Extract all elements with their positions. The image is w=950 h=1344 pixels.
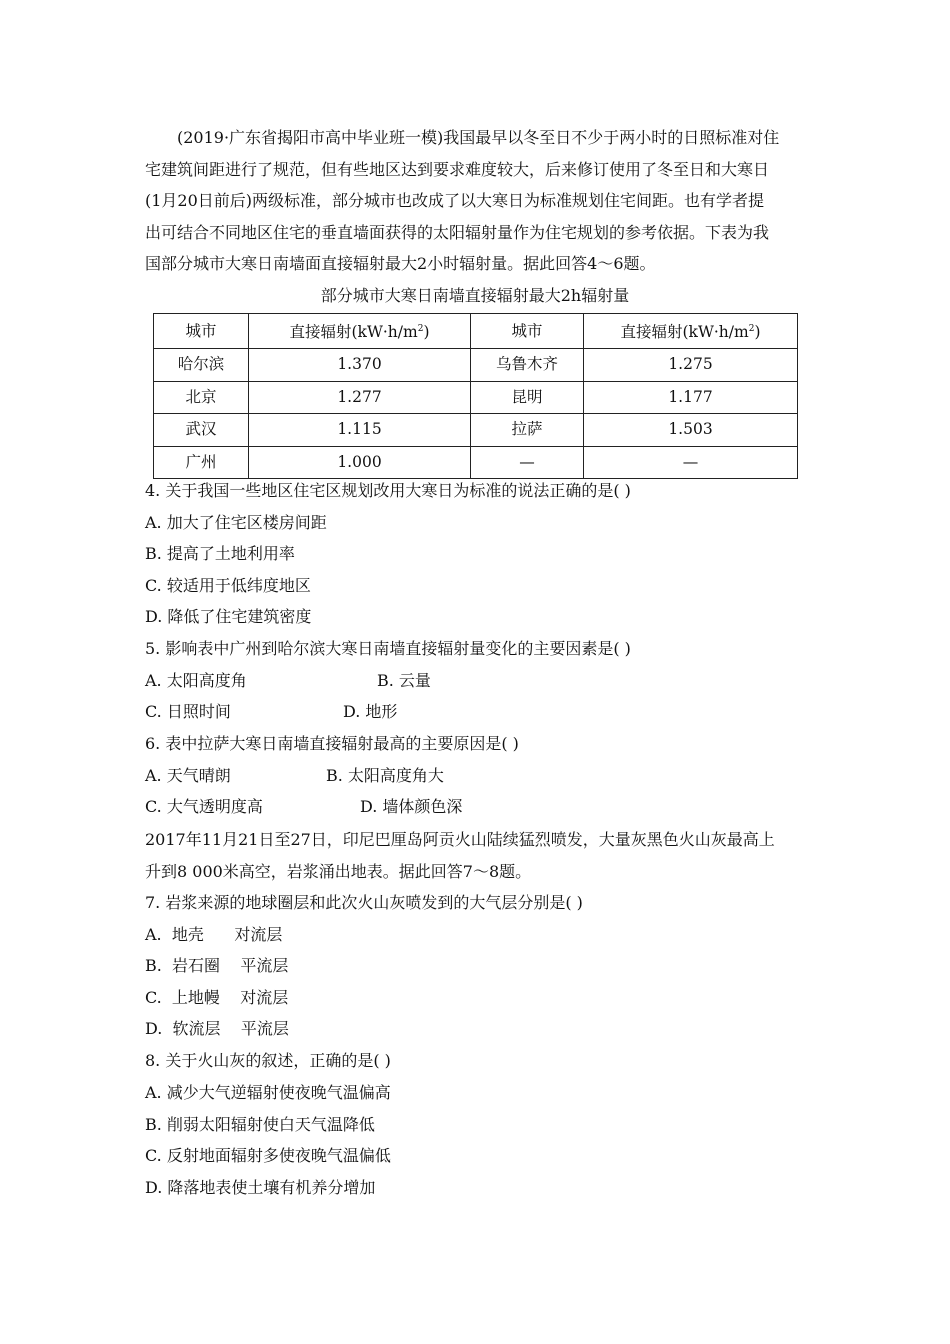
intro-line: (1月20日前后)两级标准，部分城市也改成了以大寒日为标准规划住宅间距。也有学者提 [145, 191, 765, 211]
question-7-option-b[interactable]: B. 岩石圈 平流层 [145, 956, 289, 975]
question-6-stem: 6. 表中拉萨大寒日南墙直接辐射最高的主要原因是( ) [145, 734, 519, 753]
intro-line: 宅建筑间距进行了规范，但有些地区达到要求难度较大，后来修订使用了冬至日和大寒日 [145, 159, 770, 179]
header-radiation: 直接辐射$(kW\cdot h/m^2)$ [249, 314, 471, 349]
question-5-option-c[interactable]: C. 日照时间 [145, 702, 231, 721]
question-4-option-b[interactable]: B. 提高了土地利用率 [145, 544, 295, 563]
header-radiation: 直接辐射$(kW\cdot h/m^2)$ [584, 314, 798, 349]
header-city: 城市 [154, 314, 249, 349]
question-6-option-c[interactable]: C. 大气透明度高 [145, 797, 263, 816]
table-header-row [154, 314, 798, 349]
table-cell: — [471, 446, 584, 479]
table-row [154, 446, 798, 479]
intro-line: 国部分城市大寒日南墙面直接辐射最大2小时辐射量。据此回答4～6题。 [145, 254, 656, 274]
table-cell: — [584, 446, 798, 479]
header-city: 城市 [471, 314, 584, 349]
question-4-option-a[interactable]: A. 加大了住宅区楼房间距 [145, 513, 327, 532]
table-cell: 1.275 [584, 349, 798, 382]
question-5-stem: 5. 影响表中广州到哈尔滨大寒日南墙直接辐射量变化的主要因素是( ) [145, 639, 631, 658]
table-cell: 1.503 [584, 414, 798, 447]
question-7-option-a[interactable]: A. 地壳 对流层 [145, 925, 283, 944]
table-cell: 武汉 [154, 414, 249, 447]
intro2-paragraph [145, 824, 807, 887]
question-6-option-d[interactable]: D. 墙体颜色深 [360, 797, 463, 816]
question-4-stem: 4. 关于我国一些地区住宅区规划改用大寒日为标准的说法正确的是( ) [145, 481, 631, 500]
table-cell: 1.177 [584, 381, 798, 414]
intro-line: (2019·广东省揭阳市高中毕业班一模)我国最早以冬至日不少于两小时的日照标准对住 [177, 128, 780, 147]
question-5-option-a[interactable]: A. 太阳高度角 [145, 671, 247, 690]
table-cell: 1.115 [249, 414, 471, 447]
question-4-option-c[interactable]: C. 较适用于低纬度地区 [145, 576, 311, 595]
question-4-option-d[interactable]: D. 降低了住宅建筑密度 [145, 607, 312, 626]
question-5-option-b[interactable]: B. 云量 [377, 671, 431, 690]
intro-paragraph [145, 122, 807, 280]
table-cell: 昆明 [471, 381, 584, 414]
table-cell: 北京 [154, 381, 249, 414]
table-cell: 广州 [154, 446, 249, 479]
radiation-table [153, 313, 798, 479]
question-7-option-c[interactable]: C. 上地幔 对流层 [145, 988, 289, 1007]
table-cell: 1.277 [249, 381, 471, 414]
table-row [154, 414, 798, 447]
table-row [154, 349, 798, 382]
question-7-stem: 7. 岩浆来源的地球圈层和此次火山灰喷发到的大气层分别是( ) [145, 893, 583, 912]
question-8-option-c[interactable]: C. 反射地面辐射多使夜晚气温偏低 [145, 1146, 391, 1165]
question-7-option-d[interactable]: D. 软流层 平流层 [145, 1019, 289, 1038]
question-5-option-d[interactable]: D. 地形 [343, 702, 398, 721]
table-row [154, 381, 798, 414]
question-6-option-b[interactable]: B. 太阳高度角大 [326, 766, 444, 785]
question-8-option-d[interactable]: D. 降落地表使土壤有机养分增加 [145, 1178, 376, 1197]
intro-line: 出可结合不同地区住宅的垂直墙面获得的太阳辐射量作为住宅规划的参考依据。下表为我 [145, 222, 770, 242]
table-cell: 哈尔滨 [154, 349, 249, 382]
question-8-option-b[interactable]: B. 削弱太阳辐射使白天气温降低 [145, 1115, 375, 1134]
question-8-stem: 8. 关于火山灰的叙述，正确的是( ) [145, 1051, 391, 1070]
question-6-option-a[interactable]: A. 天气晴朗 [145, 766, 231, 785]
table-cell: 乌鲁木齐 [471, 349, 584, 382]
intro2-line: 2017年11月21日至27日，印尼巴厘岛阿贡火山陆续猛烈喷发，大量灰黑色火山灰最高上 [145, 830, 775, 849]
table-caption: 部分城市大寒日南墙直接辐射最大2h辐射量 [320, 286, 630, 305]
table-cell: 拉萨 [471, 414, 584, 447]
table-cell: 1.000 [249, 446, 471, 479]
intro2-line: 升到8 000米高空，岩浆涌出地表。据此回答7～8题。 [145, 861, 532, 881]
question-8-option-a[interactable]: A. 减少大气逆辐射使夜晚气温偏高 [145, 1083, 391, 1102]
table-cell: 1.370 [249, 349, 471, 382]
